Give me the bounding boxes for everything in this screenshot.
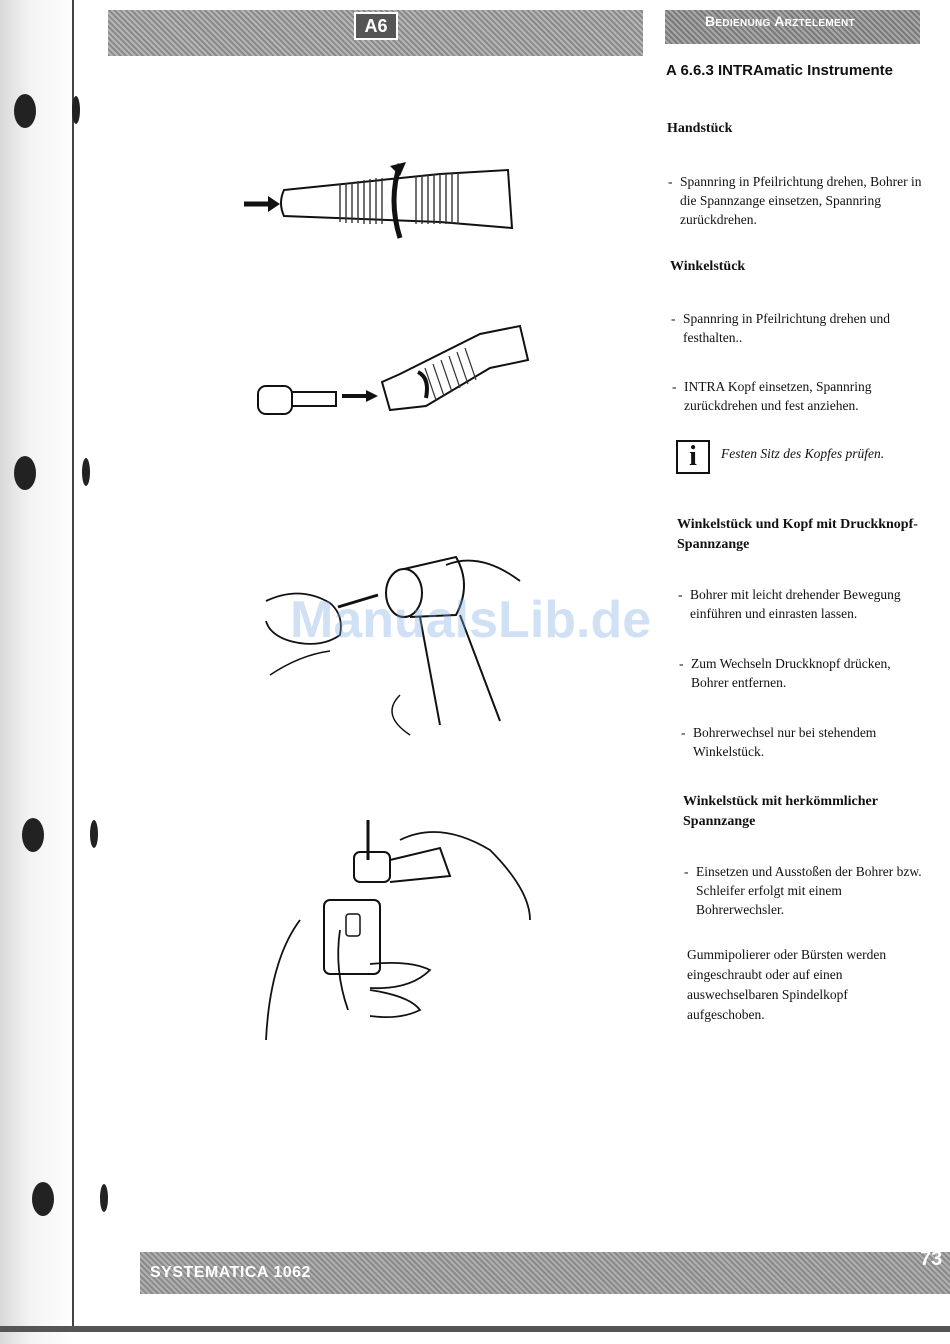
bullet-dash: - <box>668 174 673 189</box>
info-note: Festen Sitz des Kopfes prüfen. <box>721 446 885 461</box>
herkoemmlich-title: Winkelstück mit herkömmlicher Spannzange <box>683 794 878 829</box>
punch-hole <box>22 818 44 852</box>
bullet-dash: - <box>671 311 676 326</box>
druckknopf-bullet-1 <box>678 585 920 623</box>
product-name: SYSTEMATICA 1062 <box>150 1264 311 1281</box>
handstueck-title: Handstück <box>667 121 733 136</box>
rotation-arrow-icon <box>418 372 427 398</box>
punch-notch <box>100 1184 108 1212</box>
druckknopf-bullet-2-text: Zum Wechseln Druckknopf drücken, Bohrer entfernen. <box>691 656 891 690</box>
bullet-dash: - <box>679 656 684 671</box>
winkelstueck-bullet-2-text: INTRA Kopf einsetzen, Spannring zurückdrehen und fest anziehen. <box>684 379 872 413</box>
contra-angle-illustration <box>250 320 535 425</box>
punch-hole <box>32 1182 54 1216</box>
bullet-dash: - <box>681 725 686 740</box>
bullet-dash: - <box>684 864 689 879</box>
winkelstueck-bullet-1 <box>671 309 913 347</box>
instrument-head <box>354 852 390 882</box>
hand-left <box>266 920 300 1040</box>
info-icon: i <box>676 440 710 474</box>
punch-notch <box>72 96 80 124</box>
intra-head <box>258 386 292 414</box>
bur-changer-illustration <box>260 820 540 1045</box>
bur-changer <box>324 900 380 974</box>
handstueck-bullet <box>668 172 925 229</box>
contra-angle-body <box>382 326 528 410</box>
section-heading: A 6.6.3 INTRAmatic Instrumente <box>666 62 893 79</box>
winkelstueck-title: Winkelstück <box>670 259 746 274</box>
druckknopf-bullet-2 <box>679 654 921 692</box>
bullet-dash: - <box>678 587 683 602</box>
punch-hole <box>14 94 36 128</box>
binding-edge <box>0 0 74 1344</box>
section-logo: A6 <box>354 12 398 40</box>
header-title: Bedienung Arztelement <box>705 13 855 29</box>
punch-notch <box>90 820 98 848</box>
winkelstueck-bullet-1-text: Spannring in Pfeilrichtung drehen und festhalten.. <box>683 311 890 345</box>
hand-right <box>400 832 530 920</box>
handpiece-illustration <box>240 160 520 250</box>
herkoemmlich-note: Gummipolierer oder Bürsten werden eingeschraubt oder auf einen auswechselbaren Spindelkopf aufgeschoben. <box>687 947 887 1022</box>
bottom-rule <box>0 1326 950 1332</box>
punch-notch <box>82 458 90 486</box>
druckknopf-bullet-3 <box>681 723 933 761</box>
winkelstueck-bullet-2 <box>672 377 914 415</box>
herkoemmlich-bullet-text: Einsetzen und Ausstoßen der Bohrer bzw. Schleifer erfolgt mit einem Bohrerwechsler. <box>696 864 922 917</box>
insert-arrow-head <box>268 196 280 212</box>
druckknopf-title: Winkelstück und Kopf mit Druckknopf-Spannzange <box>677 517 918 552</box>
druckknopf-bullet-1-text: Bohrer mit leicht drehender Bewegung einführen und einrasten lassen. <box>690 587 901 621</box>
handstueck-bullet-text: Spannring in Pfeilrichtung drehen, Bohrer in die Spannzange einsetzen, Spannring zurückdrehen. <box>680 174 922 227</box>
page-number: 73 <box>920 1248 943 1270</box>
punch-hole <box>14 456 36 490</box>
bullet-dash: - <box>672 379 677 394</box>
druckknopf-bullet-3-text: Bohrerwechsel nur bei stehendem Winkelstück. <box>693 725 877 759</box>
hand-right <box>446 561 520 581</box>
watermark: ManualsLib.de <box>290 591 652 649</box>
binding-line <box>72 0 74 1330</box>
herkoemmlich-bullet <box>684 862 931 919</box>
grip-ring <box>340 173 458 224</box>
